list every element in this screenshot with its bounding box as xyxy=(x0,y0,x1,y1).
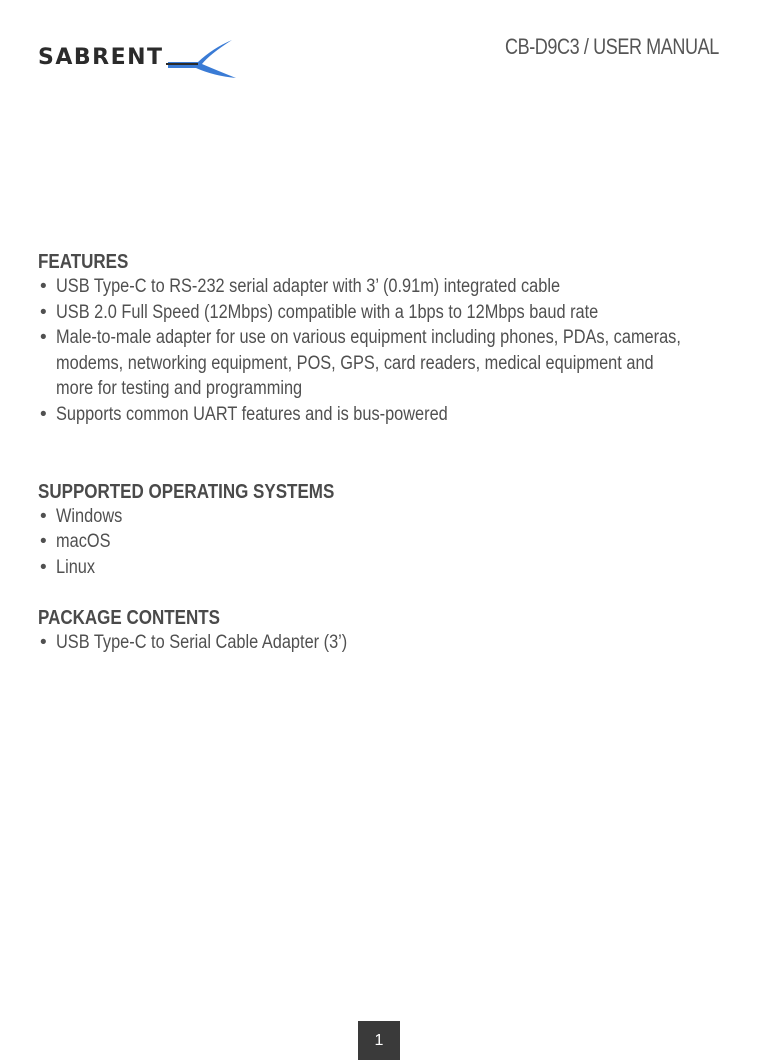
supported-os-list xyxy=(38,504,718,581)
list-item: • Supports common UART features and is bus-powered xyxy=(38,402,718,428)
features-list xyxy=(38,274,718,428)
list-item: • USB Type-C to RS-232 serial adapter with 3’ (0.91m) integrated cable xyxy=(38,274,718,300)
supported-os-section xyxy=(38,480,718,581)
list-item: • Linux xyxy=(38,555,718,581)
logo-swoosh-icon xyxy=(158,34,238,84)
document-title: CB-D9C3 / USER MANUAL xyxy=(505,34,719,59)
list-item: • Male-to-male adapter for use on various equipment including phones, PDAs, cameras, modems, networking equipment, POS, GPS, card readers, medical equipment and more for testing and programming xyxy=(38,325,718,402)
list-item: • Windows xyxy=(38,504,718,530)
features-heading: FEATURES xyxy=(38,251,129,273)
list-item: • USB Type-C to Serial Cable Adapter (3’) xyxy=(38,630,718,656)
manual-content xyxy=(38,250,718,656)
sabrent-logo xyxy=(38,34,238,84)
package-contents-list xyxy=(38,630,718,656)
package-contents-section xyxy=(38,606,718,656)
features-section xyxy=(38,250,718,428)
page-number-badge: 1 xyxy=(358,1021,400,1060)
list-item: • macOS xyxy=(38,529,718,555)
page-header xyxy=(0,0,757,100)
list-item: • USB 2.0 Full Speed (12Mbps) compatible with a 1bps to 12Mbps baud rate xyxy=(38,300,718,326)
logo-wordmark: SABRENT xyxy=(38,45,164,70)
supported-os-heading: SUPPORTED OPERATING SYSTEMS xyxy=(38,480,335,503)
package-contents-heading: PACKAGE CONTENTS xyxy=(38,607,220,630)
